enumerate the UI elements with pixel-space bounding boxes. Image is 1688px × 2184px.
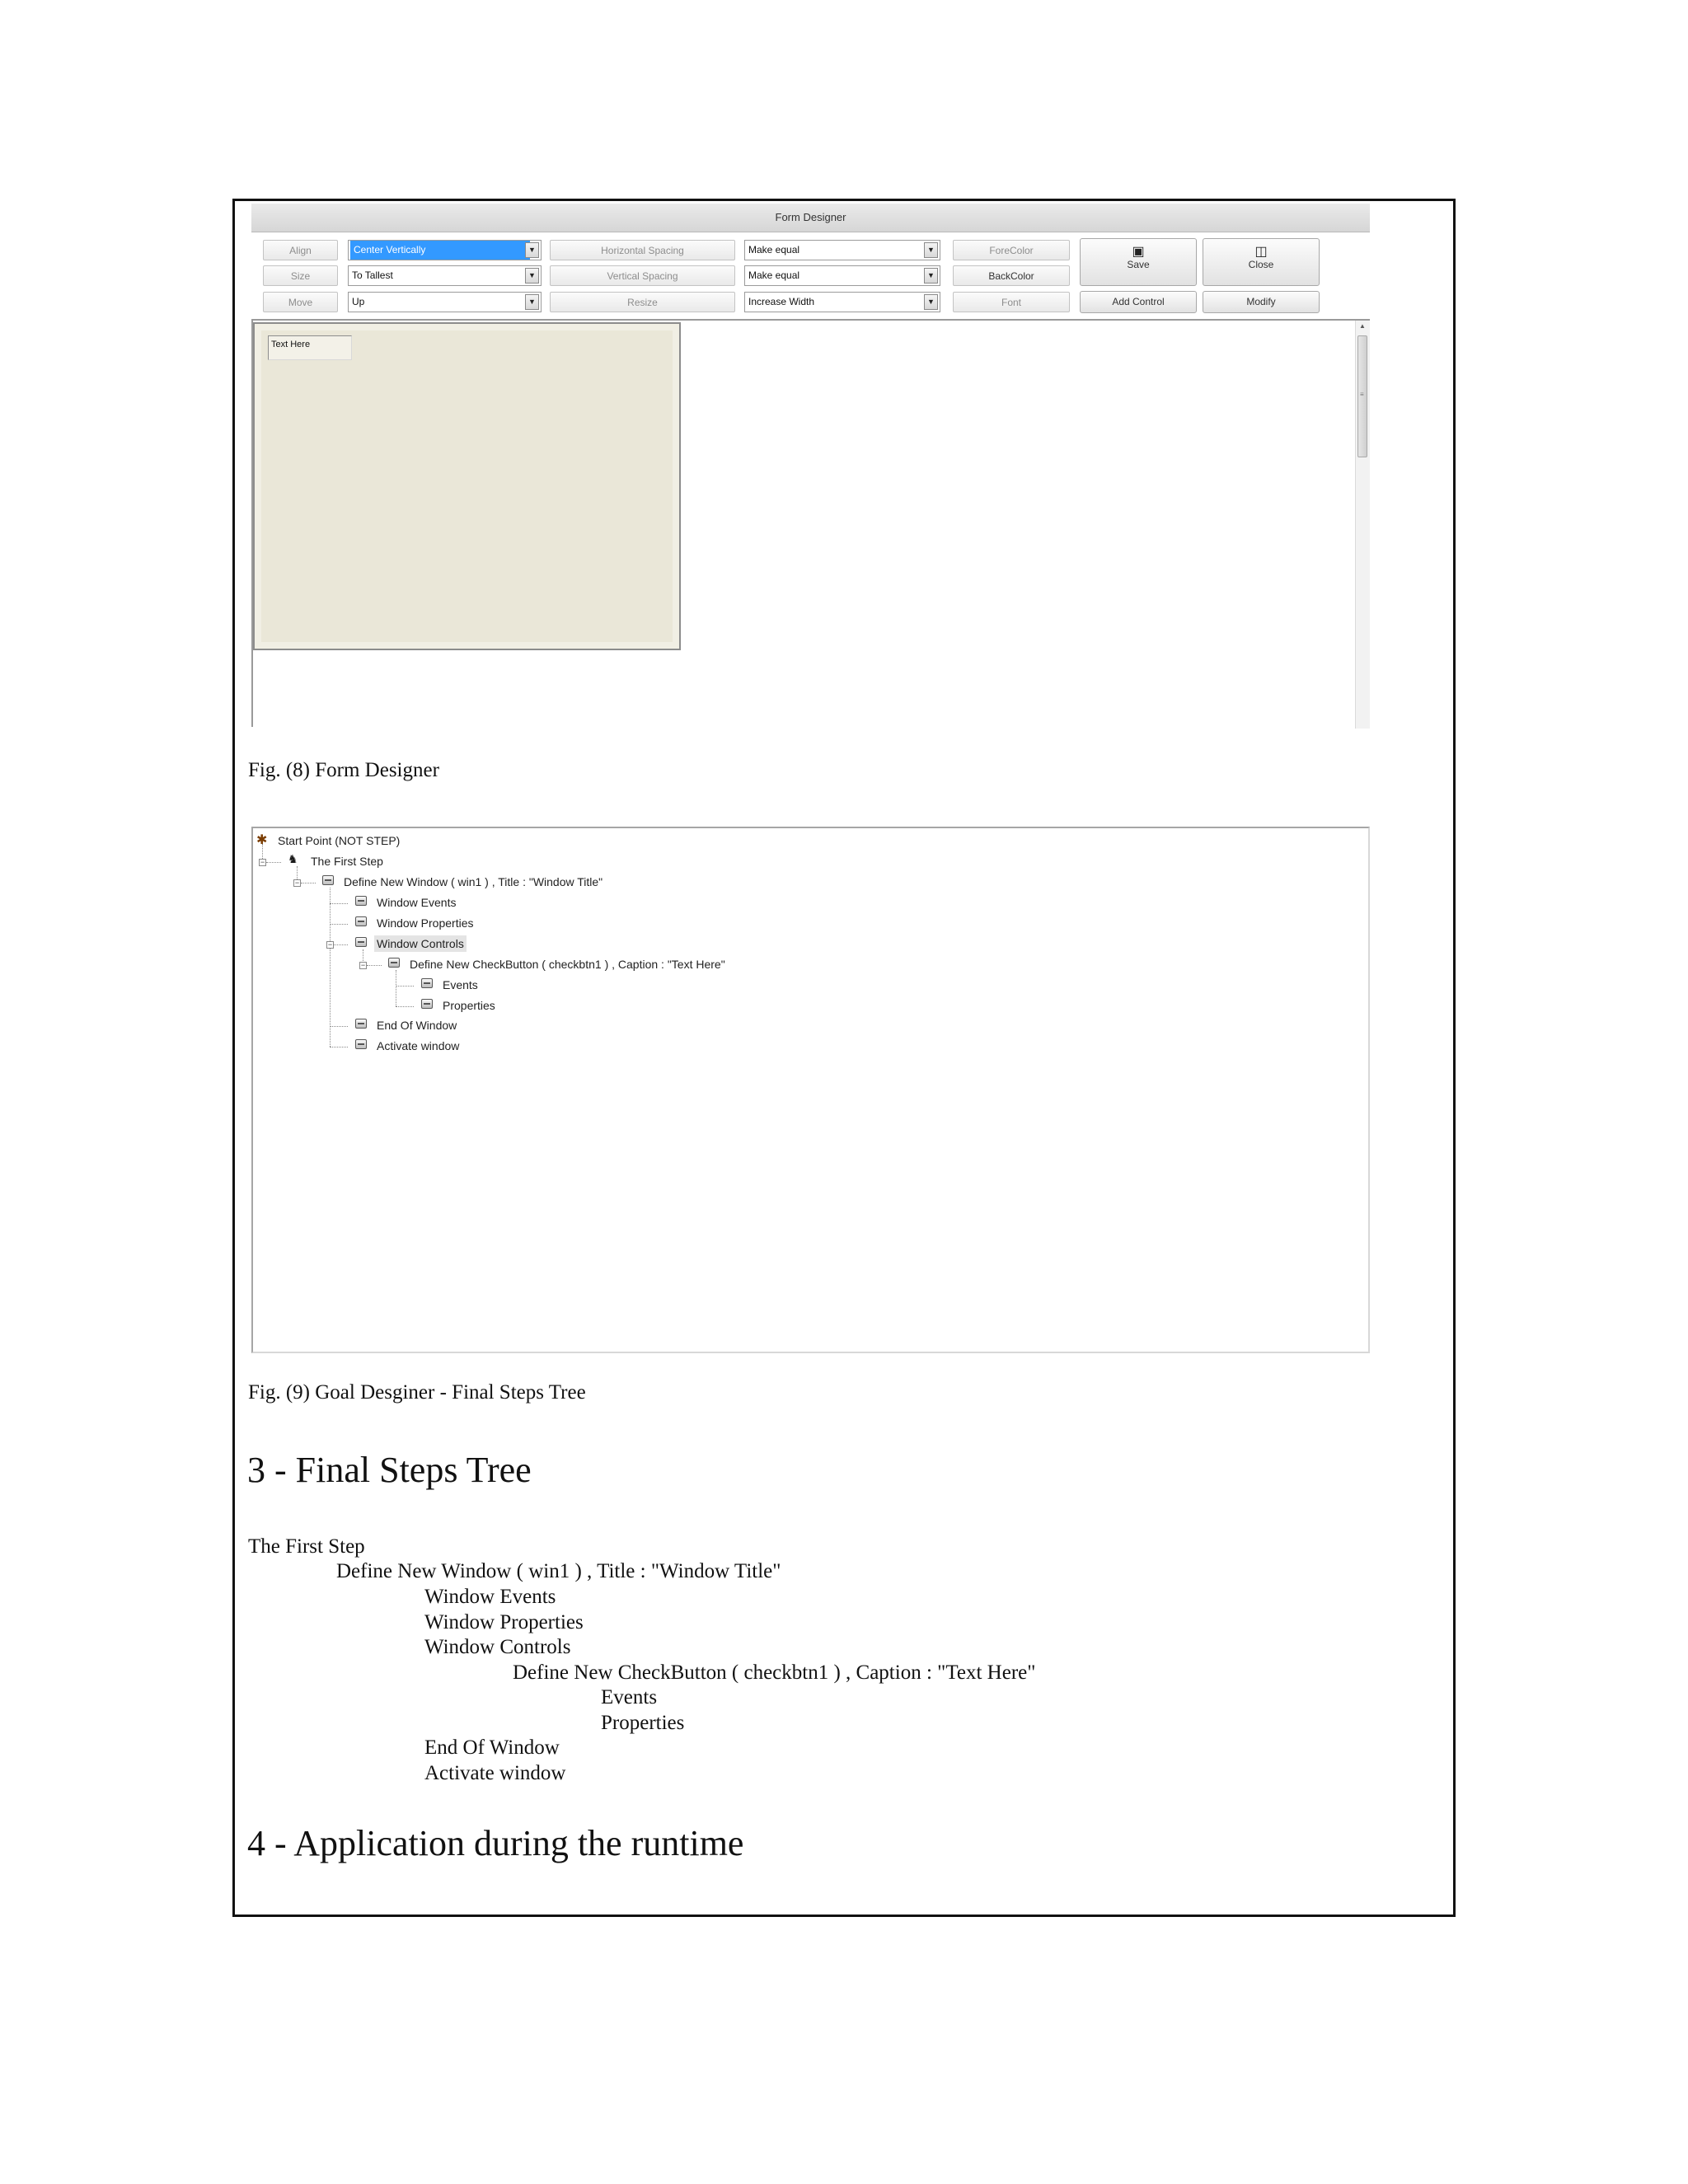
- properties-node-icon: [355, 916, 367, 926]
- designed-window-client: [261, 330, 673, 642]
- fig9-caption: Fig. (9) Goal Desginer - Final Steps Tree: [248, 1381, 586, 1404]
- collapse-toggle[interactable]: −: [327, 940, 333, 949]
- outline-item: Events: [601, 1686, 658, 1708]
- forecolor-button[interactable]: ForeColor: [953, 240, 1070, 260]
- tree-node-define-checkbutton[interactable]: Define New CheckButton ( checkbtn1 ) , Caption : "Text Here": [410, 958, 725, 971]
- tree-line: [330, 924, 348, 925]
- steps-tree-screenshot: [251, 827, 1370, 1353]
- add-control-button[interactable]: Add Control: [1080, 291, 1197, 313]
- chevron-down-icon[interactable]: ▼: [525, 294, 539, 310]
- size-combo[interactable]: [348, 265, 542, 286]
- chevron-down-icon[interactable]: ▼: [924, 294, 938, 310]
- folder-icon: ◫: [1254, 245, 1268, 259]
- section-3-heading: 3 - Final Steps Tree: [247, 1450, 532, 1490]
- resize-combo-value: Increase Width: [748, 296, 815, 307]
- save-button-label: Save: [1127, 259, 1150, 270]
- horizontal-spacing-combo-value: Make equal: [748, 244, 800, 255]
- move-combo[interactable]: [348, 292, 542, 312]
- collapse-toggle[interactable]: −: [360, 961, 366, 969]
- fig8-caption: Fig. (8) Form Designer: [248, 759, 439, 781]
- horizontal-spacing-button[interactable]: Horizontal Spacing: [550, 240, 735, 260]
- chevron-down-icon[interactable]: ▼: [525, 242, 539, 258]
- step-icon: ♞: [288, 852, 298, 865]
- tree-node-start-point[interactable]: Start Point (NOT STEP): [278, 834, 401, 847]
- collapse-toggle[interactable]: −: [260, 858, 265, 866]
- outline-item: Properties: [601, 1712, 685, 1734]
- font-button[interactable]: Font: [953, 292, 1070, 312]
- window-node-icon: [322, 875, 334, 885]
- close-button-label: Close: [1248, 259, 1274, 270]
- grip-icon: ≡: [1360, 391, 1364, 398]
- move-button[interactable]: Move: [263, 292, 338, 312]
- tree-node-window-events[interactable]: Window Events: [377, 896, 457, 909]
- align-combo-value: Center Vertically: [350, 241, 530, 260]
- outline-item: Activate window: [424, 1762, 566, 1784]
- chevron-down-icon[interactable]: ▼: [924, 242, 938, 258]
- designed-window[interactable]: [253, 322, 681, 650]
- size-button[interactable]: Size: [263, 265, 338, 286]
- outline-item: End Of Window: [424, 1736, 560, 1759]
- tree-line: [330, 903, 348, 904]
- tree-line: [334, 944, 348, 945]
- tree-line: [396, 986, 414, 987]
- outline-item: Define New CheckButton ( checkbtn1 ) , Caption : "Text Here": [513, 1661, 1036, 1684]
- outline-item: Window Events: [424, 1586, 556, 1608]
- align-button[interactable]: Align: [263, 240, 338, 260]
- tree-node-define-window[interactable]: Define New Window ( win1 ) , Title : "Window Title": [344, 875, 603, 888]
- chevron-down-icon[interactable]: ▼: [924, 268, 938, 284]
- save-button[interactable]: [1080, 238, 1197, 286]
- modify-button[interactable]: Modify: [1203, 291, 1320, 313]
- tree-line: [330, 888, 331, 1047]
- vertical-spacing-combo-value: Make equal: [748, 269, 800, 281]
- move-combo-value: Up: [352, 296, 365, 307]
- backcolor-button[interactable]: BackColor: [953, 265, 1070, 286]
- resize-button[interactable]: Resize: [550, 292, 735, 312]
- design-canvas[interactable]: [251, 319, 1370, 727]
- tree-node-properties[interactable]: Properties: [443, 999, 495, 1012]
- scrollbar-thumb[interactable]: [1357, 335, 1367, 457]
- align-combo[interactable]: [348, 240, 542, 260]
- tree-line: [330, 1026, 348, 1027]
- vertical-scrollbar[interactable]: [1355, 321, 1370, 729]
- start-point-icon: ✱: [256, 833, 268, 847]
- designed-checkbutton[interactable]: Text Here: [268, 335, 352, 360]
- properties-node-icon: [421, 999, 433, 1009]
- checkbutton-node-icon: [388, 958, 400, 968]
- vertical-spacing-combo[interactable]: [744, 265, 940, 286]
- end-window-node-icon: [355, 1019, 367, 1029]
- activate-node-icon: [355, 1039, 367, 1049]
- scroll-up-icon[interactable]: ▲: [1359, 322, 1366, 330]
- tree-line: [396, 1006, 414, 1007]
- tree-line: [266, 862, 281, 863]
- controls-node-icon: [355, 937, 367, 947]
- tree-line: [367, 965, 382, 966]
- tree-node-end-of-window[interactable]: End Of Window: [377, 1019, 457, 1032]
- form-designer-title: Form Designer: [251, 204, 1370, 232]
- tree-node-window-controls[interactable]: Window Controls: [374, 935, 467, 952]
- horizontal-spacing-combo[interactable]: [744, 240, 940, 260]
- close-button[interactable]: [1203, 238, 1320, 286]
- tree-node-activate-window[interactable]: Activate window: [377, 1039, 460, 1052]
- tree-node-events[interactable]: Events: [443, 978, 478, 991]
- events-node-icon: [421, 978, 433, 988]
- collapse-toggle[interactable]: −: [294, 879, 300, 887]
- resize-combo[interactable]: [744, 292, 940, 312]
- size-combo-value: To Tallest: [352, 269, 393, 281]
- form-designer-screenshot: [251, 204, 1370, 727]
- outline-item: Define New Window ( win1 ) , Title : "Window Title": [336, 1560, 781, 1582]
- floppy-disk-icon: ▣: [1132, 245, 1145, 259]
- vertical-spacing-button[interactable]: Vertical Spacing: [550, 265, 735, 286]
- outline-item: The First Step: [248, 1535, 365, 1558]
- chevron-down-icon[interactable]: ▼: [525, 268, 539, 284]
- outline-item: Window Properties: [424, 1611, 584, 1633]
- tree-node-first-step[interactable]: The First Step: [311, 855, 383, 868]
- tree-node-window-properties[interactable]: Window Properties: [377, 916, 474, 930]
- events-node-icon: [355, 896, 367, 906]
- section-4-heading: 4 - Application during the runtime: [247, 1823, 744, 1863]
- outline-item: Window Controls: [424, 1636, 571, 1658]
